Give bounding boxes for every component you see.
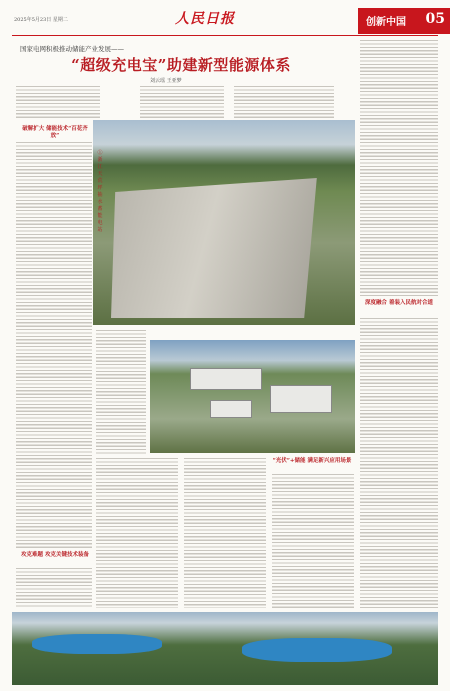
section-name: 创新中国 bbox=[366, 17, 406, 28]
intro-text-right bbox=[234, 86, 334, 120]
right-column-text-2 bbox=[360, 318, 438, 608]
reservoir-water-2 bbox=[242, 638, 392, 662]
bottom-text-3 bbox=[272, 474, 354, 608]
photo-energy-storage-plant bbox=[150, 340, 355, 453]
reservoir-water-1 bbox=[32, 634, 162, 654]
newspaper-logo: 人民日报 bbox=[175, 11, 235, 27]
subhead-2: “光伏”+储能 满足新兴应用场景 bbox=[272, 458, 352, 464]
middle-text-left bbox=[96, 330, 146, 454]
right-column-text-1 bbox=[360, 40, 438, 298]
page-number: 05 bbox=[425, 11, 445, 27]
subhead-4: 攻克难题 攻克关键技术装备 bbox=[21, 552, 89, 558]
bottom-text-1 bbox=[96, 458, 178, 608]
intro-text-mid bbox=[140, 86, 224, 120]
plant-building-2 bbox=[270, 385, 332, 413]
left-column-text-1 bbox=[16, 142, 92, 550]
issue-date: 2025年5月23日 星期二 bbox=[14, 17, 68, 23]
photo-reservoir-lake bbox=[12, 612, 438, 685]
photo-caption: ①浙江天荒坪抽水蓄能电站 bbox=[97, 150, 103, 233]
subhead-1: 破解扩大 储能技术“百花齐放” bbox=[22, 126, 88, 139]
plant-building-1 bbox=[190, 368, 262, 390]
photo-pumped-storage-dam bbox=[93, 120, 355, 325]
bottom-text-2 bbox=[184, 458, 266, 608]
article-byline: 刘云瑶 王亚梦 bbox=[150, 78, 182, 84]
dam-wall bbox=[111, 178, 321, 318]
article-headline: “超级充电宝”助建新型能源体系 bbox=[71, 56, 291, 74]
intro-text-left bbox=[16, 86, 100, 120]
plant-building-3 bbox=[210, 400, 252, 418]
article-kicker: 国家电网积极推动储能产业发展—— bbox=[20, 45, 124, 53]
left-column-text-2 bbox=[16, 568, 92, 608]
section-banner bbox=[358, 8, 450, 34]
subhead-3: 深度融合 着装入民航对合道 bbox=[365, 300, 433, 306]
header-rule bbox=[12, 35, 438, 36]
